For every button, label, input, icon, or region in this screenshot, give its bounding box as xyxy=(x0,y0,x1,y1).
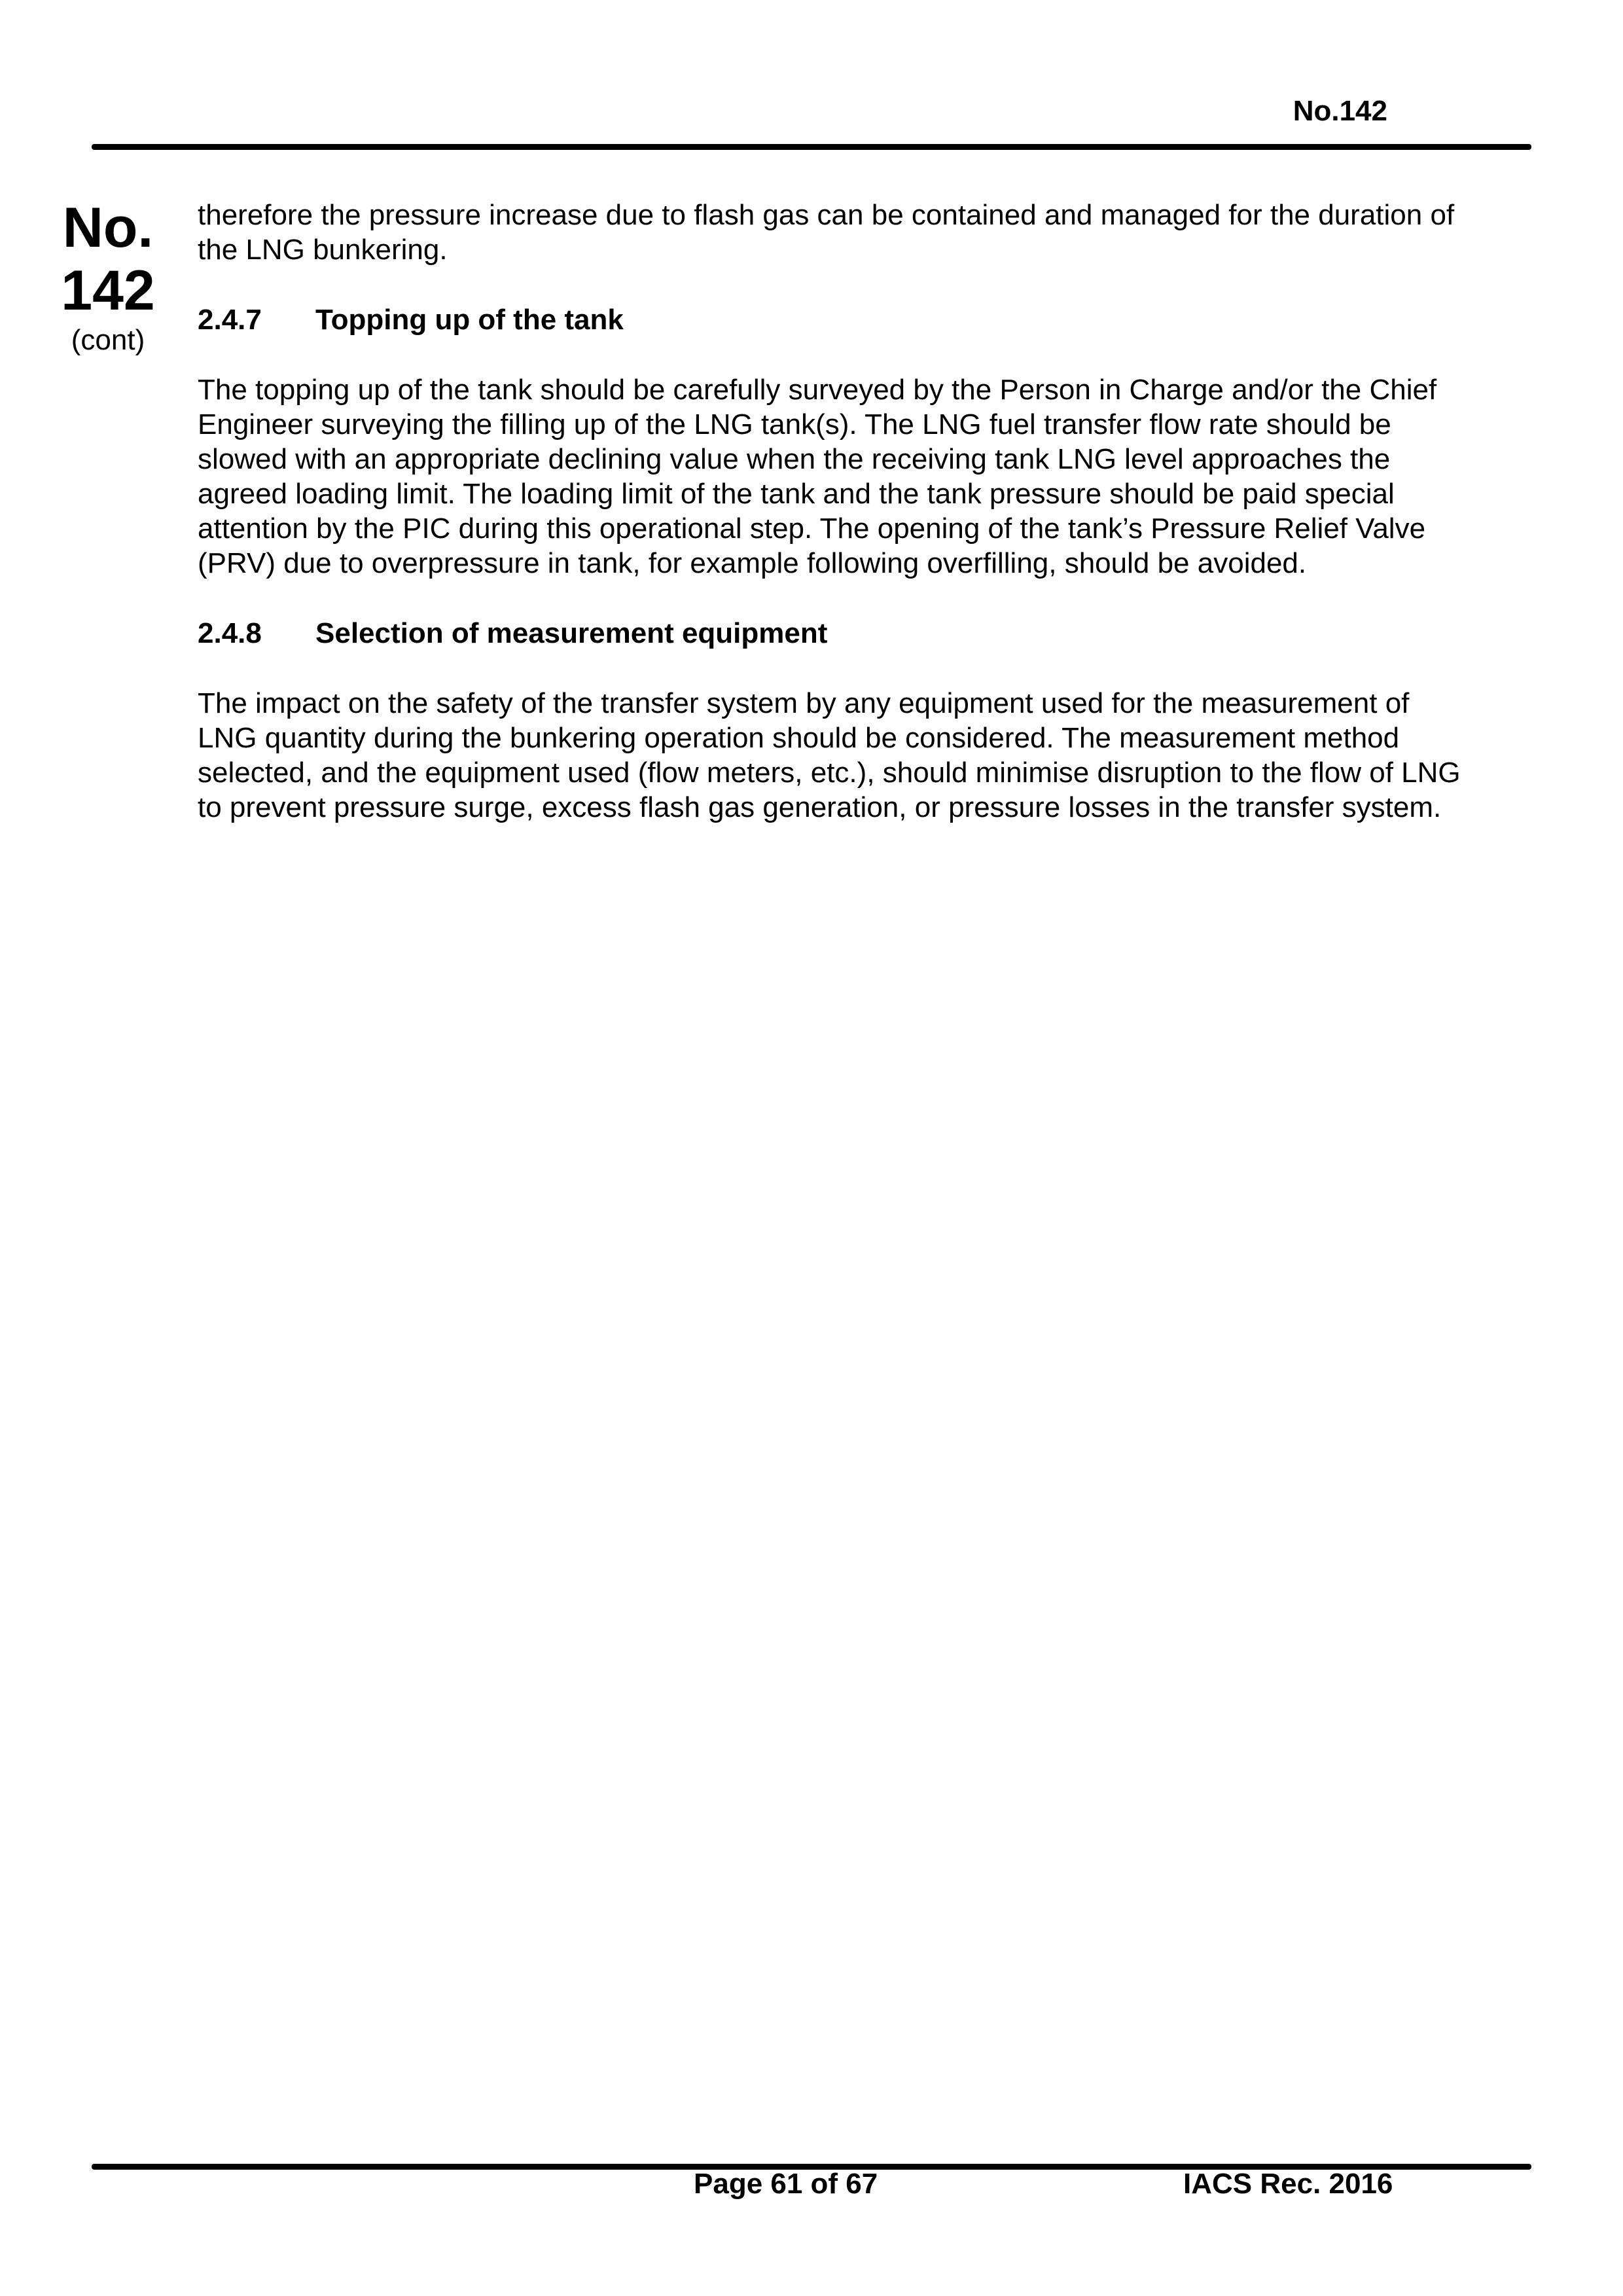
side-label-cont: (cont) xyxy=(71,324,145,356)
header-divider xyxy=(92,144,1531,150)
section-body-2-4-8: The impact on the safety of the transfer system by any equipment used for the measurement of LNG quantity during the bunkering operation should be considered. The measurement method selected, and the equipment used (flow meters, etc.), should minimise disruption to the flow of LNG to prevent pressure surge, excess flash gas generation, or pressure losses in the transfer system. xyxy=(198,687,1461,823)
section-title: Selection of measurement equipment xyxy=(315,617,828,649)
publication-label: IACS Rec. 2016 xyxy=(1183,2168,1393,2200)
section-body-2-4-7: The topping up of the tank should be carefully surveyed by the Person in Charge and/or the Chief Engineer surveying the filling up of the LNG tank(s). The LNG fuel transfer flow rate should be slowed with an appropriate declining value when the receiving tank LNG level approaches the agreed loading limit. The loading limit of the tank and the tank pressure should be paid special attention by the PIC during this operational step. The opening of the tank’s Pressure Relief Valve (PRV) due to overpressure in tank, for example following overfilling, should be avoided. xyxy=(198,374,1437,579)
document-reference: No.142 xyxy=(1293,95,1387,127)
side-label xyxy=(56,196,160,357)
section-heading-2-4-7 xyxy=(198,302,1467,337)
section-number: 2.4.8 xyxy=(198,617,262,649)
section-title: Topping up of the tank xyxy=(315,304,624,336)
main-content xyxy=(198,198,1467,860)
intro-paragraph: therefore the pressure increase due to flash gas can be contained and managed for the duration of the LNG bunkering. xyxy=(198,199,1455,266)
page-number: Page 61 of 67 xyxy=(694,2168,878,2200)
side-label-number: 142 xyxy=(61,259,155,322)
section-heading-2-4-8 xyxy=(198,616,1467,651)
section-number: 2.4.7 xyxy=(198,304,262,336)
side-label-no: No. xyxy=(62,196,154,259)
